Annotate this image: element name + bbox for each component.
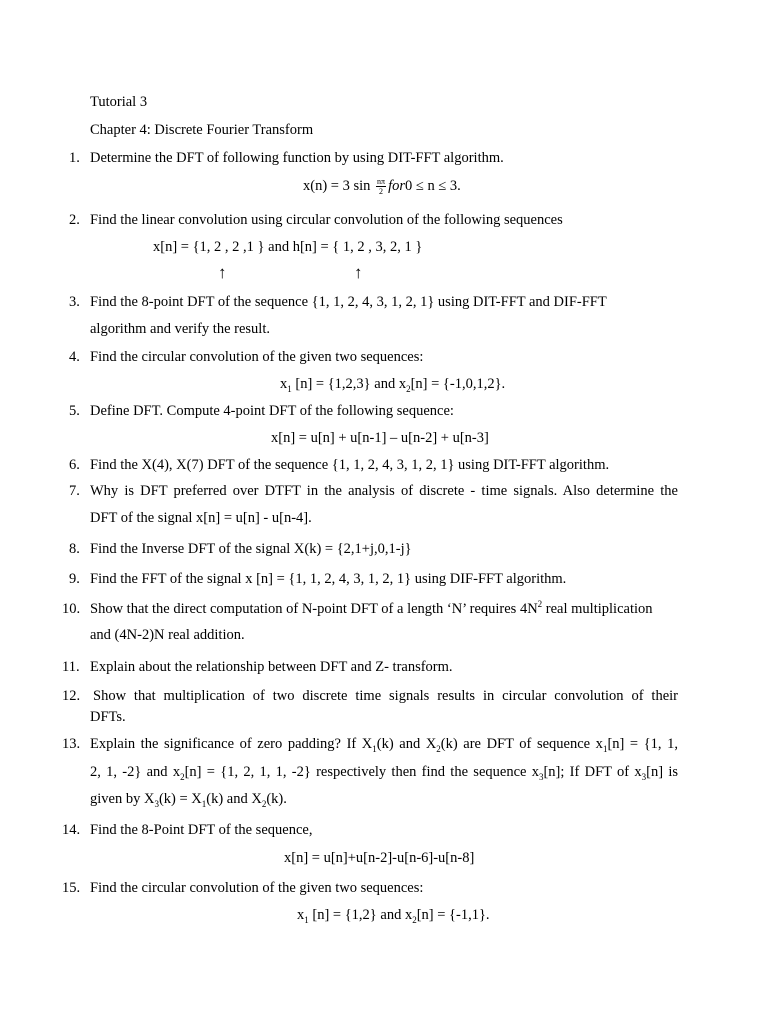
question-text: Find the Inverse DFT of the signal X(k) = {2,1+j,0,1-j} (90, 541, 412, 557)
question-text: 2, 1, -2} and $x_2[n] = \{1$, 2, 1, 1, -2} respectively then find the sequence $x_3[n]$; If DFT of $x_3[n]$ is (90, 764, 678, 782)
formula: x[n] = u[n]+u[n-2]-u[n-6]-u[n-8] (284, 850, 475, 866)
question-number: 1. (69, 150, 80, 166)
question-text: Determine the DFT of following function by using DIT-FFT algorithm. (90, 150, 504, 166)
formula: $x_1$ [n] = {1,2,3} and $x_2[n] = \{-1,0,1,2\}$. (280, 376, 506, 394)
question-text: Find the 8-Point DFT of the sequence, (90, 822, 313, 838)
question-text: Find the FFT of the signal x [n] = {1, 1, 2, 4, 3, 1, 2, 1} using DIF-FFT algorithm. (90, 571, 567, 587)
question-number: 15. (62, 880, 81, 896)
question-text: Show that the direct computation of N-point DFT of a length ‘N’ requires $4N^2$ real multiplication (90, 599, 653, 617)
question-text: DFT of the signal x[n] = u[n] - u[n-4]. (90, 510, 312, 526)
question-number: 7. (69, 483, 80, 499)
formula-range: 0 ≤ n ≤ 3 (404, 177, 458, 194)
formula: x[n] = {1, 2 , 2 ,1 } and h[n] = { 1, 2 , 3, 2, 1 } (153, 239, 423, 255)
question-text: given by $X_3(k) = X_1(k)$ and $X_2(k)$. (90, 791, 287, 809)
chapter-title: Chapter 4: Discrete Fourier Transform (90, 122, 314, 138)
question-number: 2. (69, 212, 80, 228)
question-number: 12. (62, 688, 81, 704)
question-number: 4. (69, 349, 80, 365)
question-text: Why is DFT preferred over DTFT in the analysis of discrete - time signals. Also determine the (90, 483, 678, 499)
question-number: 11. (62, 659, 80, 675)
question-text: Find the 8-point DFT of the sequence {1, 1, 2, 4, 3, 1, 2, 1} using DIT-FFT and DIF-FFT (90, 294, 607, 310)
arrow-up-icon: ↑ (354, 263, 363, 282)
question-number: 5. (69, 403, 80, 419)
formula-lhs: x(n) = 3 sin (303, 177, 371, 194)
question-number: 9. (69, 571, 80, 587)
question-text: Find the X(4), X(7) DFT of the sequence {1, 1, 2, 4, 3, 1, 2, 1} using DIT-FFT algorithm. (90, 457, 610, 473)
question-text: Find the circular convolution of the given two sequences: (90, 880, 424, 896)
formula: x[n] = u[n] + u[n-1] – u[n-2] + u[n-3] (271, 430, 489, 446)
fraction: $\frac{n\pi}{2}$ (377, 177, 386, 196)
formula: $x_1$ [n] = {1,2} and $x_2[n] = \{-1,1\}$. (297, 907, 490, 925)
question-text: algorithm and verify the result. (90, 321, 270, 337)
question-number: 14. (62, 822, 81, 838)
question-text: Find the circular convolution of the given two sequences: (90, 349, 424, 365)
question-text: and (4N-2)N real addition. (90, 627, 245, 643)
question-number: 3. (69, 294, 80, 310)
question-number: 8. (69, 541, 80, 557)
question-number: 13. (62, 736, 81, 752)
question-text: Explain about the relationship between DFT and Z- transform. (90, 659, 453, 675)
question-text: Show that multiplication of two discrete time signals results in circular convolution of their (93, 688, 678, 704)
question-text: Define DFT. Compute 4-point DFT of the following sequence: (90, 403, 454, 419)
question-number: 6. (69, 457, 80, 473)
formula-for: for (388, 177, 405, 194)
question-number: 10. (62, 601, 81, 617)
question-text: Explain the significance of zero padding? If $X_1(k)$ and $X_2(k)$ are DFT of sequence $x_1[n] = \{1$, 1, (90, 736, 678, 754)
question-text: DFTs. (90, 709, 126, 725)
arrow-up-icon: ↑ (218, 263, 227, 282)
formula: x(n) = 3 sin $\frac{n\pi}{2}$ for0 ≤ n ≤ 3. (303, 177, 461, 196)
tutorial-title: Tutorial 3 (90, 94, 148, 110)
question-text: Find the linear convolution using circular convolution of the following sequences (90, 212, 563, 228)
